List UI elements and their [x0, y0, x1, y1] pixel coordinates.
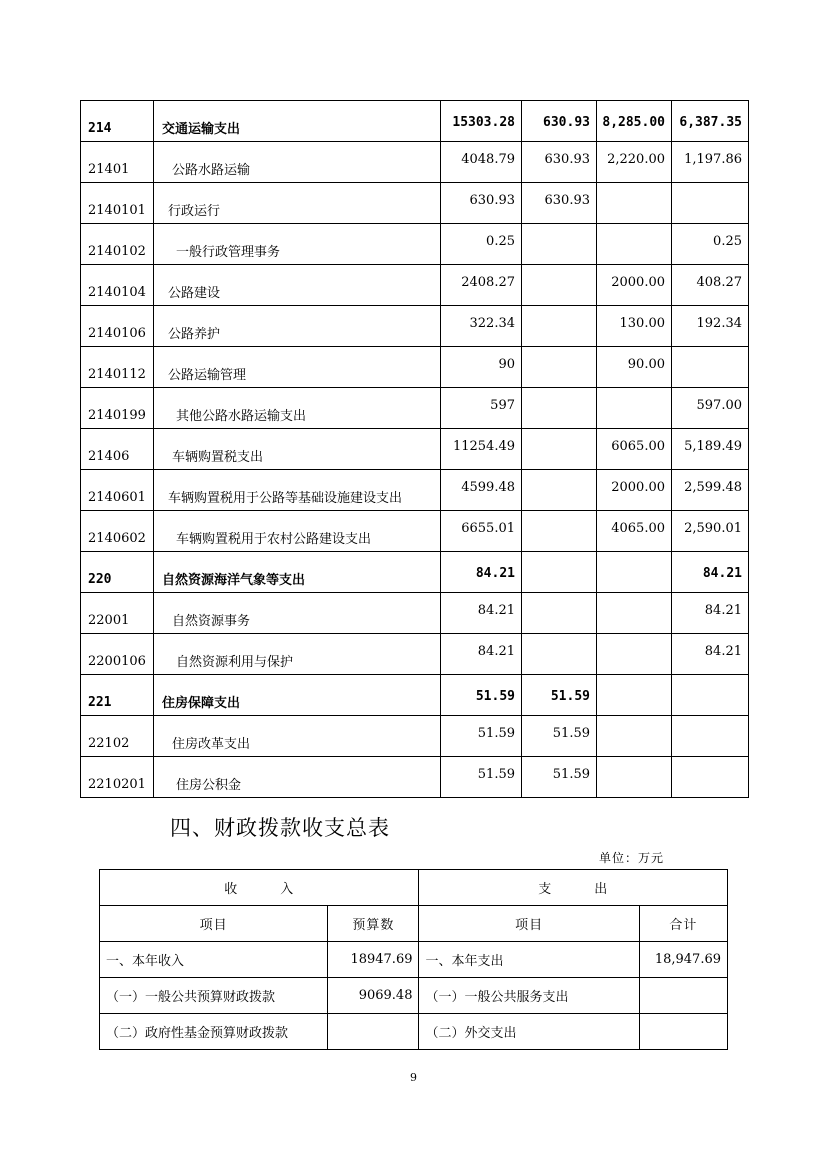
project-expense-value — [597, 634, 672, 675]
project-expense-value — [597, 593, 672, 634]
account-code: 2140104 — [81, 265, 154, 306]
project-expense-value: 2000.00 — [597, 470, 672, 511]
table-row — [81, 265, 749, 306]
account-code: 214 — [81, 101, 154, 142]
income-value: 18947.69 — [328, 942, 419, 978]
basic-expense-value — [522, 470, 597, 511]
total-value: 597 — [441, 388, 522, 429]
table-row — [81, 757, 749, 798]
income-item: （二）政府性基金预算财政拨款 — [100, 1014, 328, 1050]
column-header-item: 项目 — [100, 906, 328, 942]
basic-expense-value: 51.59 — [522, 675, 597, 716]
column-header-total: 合计 — [639, 906, 727, 942]
account-code: 2200106 — [81, 634, 154, 675]
project-expense-value — [597, 675, 672, 716]
other-expense-value: 5,189.49 — [672, 429, 749, 470]
basic-expense-value: 51.59 — [522, 716, 597, 757]
account-name: 车辆购置税支出 — [154, 429, 441, 470]
table-row — [81, 511, 749, 552]
total-value: 15303.28 — [441, 101, 522, 142]
account-code: 22102 — [81, 716, 154, 757]
other-expense-value: 597.00 — [672, 388, 749, 429]
table-row — [81, 306, 749, 347]
basic-expense-value — [522, 224, 597, 265]
total-value: 51.59 — [441, 716, 522, 757]
total-value: 84.21 — [441, 593, 522, 634]
summary-header-row — [100, 870, 728, 906]
account-name: 车辆购置税用于公路等基础设施建设支出 — [154, 470, 441, 511]
page-number: 9 — [410, 1071, 417, 1084]
account-code: 2140106 — [81, 306, 154, 347]
summary-subheader-row — [100, 906, 728, 942]
other-expense-value — [672, 716, 749, 757]
project-expense-value: 90.00 — [597, 347, 672, 388]
account-code: 21401 — [81, 142, 154, 183]
other-expense-value — [672, 347, 749, 388]
project-expense-value — [597, 224, 672, 265]
basic-expense-value: 630.93 — [522, 183, 597, 224]
account-name: 自然资源事务 — [154, 593, 441, 634]
expense-value — [639, 978, 727, 1014]
expense-header: 支 出 — [419, 870, 728, 906]
table-row — [81, 552, 749, 593]
income-value: 9069.48 — [328, 978, 419, 1014]
other-expense-value — [672, 675, 749, 716]
expense-item: （一）一般公共服务支出 — [419, 978, 639, 1014]
project-expense-value: 2,220.00 — [597, 142, 672, 183]
account-name: 行政运行 — [154, 183, 441, 224]
basic-expense-value: 630.93 — [522, 142, 597, 183]
income-value — [328, 1014, 419, 1050]
basic-expense-value — [522, 388, 597, 429]
account-code: 2140601 — [81, 470, 154, 511]
table-row — [81, 716, 749, 757]
table-row — [81, 183, 749, 224]
project-expense-value — [597, 552, 672, 593]
basic-expense-value — [522, 347, 597, 388]
account-name: 公路运输管理 — [154, 347, 441, 388]
other-expense-value: 84.21 — [672, 634, 749, 675]
account-name: 交通运输支出 — [154, 101, 441, 142]
total-value: 322.34 — [441, 306, 522, 347]
other-expense-value: 1,197.86 — [672, 142, 749, 183]
income-item: （一）一般公共预算财政拨款 — [100, 978, 328, 1014]
total-value: 4048.79 — [441, 142, 522, 183]
account-code: 2140112 — [81, 347, 154, 388]
other-expense-value: 192.34 — [672, 306, 749, 347]
income-item: 一、本年收入 — [100, 942, 328, 978]
project-expense-value — [597, 716, 672, 757]
account-code: 2140602 — [81, 511, 154, 552]
project-expense-value: 130.00 — [597, 306, 672, 347]
expense-item: 一、本年支出 — [419, 942, 639, 978]
account-name: 公路建设 — [154, 265, 441, 306]
account-code: 2140101 — [81, 183, 154, 224]
account-name: 其他公路水路运输支出 — [154, 388, 441, 429]
basic-expense-value — [522, 634, 597, 675]
table-row — [81, 347, 749, 388]
column-header-budget: 预算数 — [328, 906, 419, 942]
other-expense-value: 84.21 — [672, 552, 749, 593]
project-expense-value: 2000.00 — [597, 265, 672, 306]
account-name: 车辆购置税用于农村公路建设支出 — [154, 511, 441, 552]
table-row — [81, 142, 749, 183]
account-name: 公路水路运输 — [154, 142, 441, 183]
other-expense-value — [672, 183, 749, 224]
total-value: 84.21 — [441, 634, 522, 675]
table-row — [81, 634, 749, 675]
account-name: 住房改革支出 — [154, 716, 441, 757]
project-expense-value: 6065.00 — [597, 429, 672, 470]
table-row — [81, 388, 749, 429]
account-code: 220 — [81, 552, 154, 593]
account-name: 住房公积金 — [154, 757, 441, 798]
basic-expense-value — [522, 593, 597, 634]
basic-expense-value — [522, 306, 597, 347]
total-value: 4599.48 — [441, 470, 522, 511]
project-expense-value: 4065.00 — [597, 511, 672, 552]
account-code: 21406 — [81, 429, 154, 470]
table-row — [81, 101, 749, 142]
other-expense-value: 0.25 — [672, 224, 749, 265]
column-header-item: 项目 — [419, 906, 639, 942]
other-expense-value: 84.21 — [672, 593, 749, 634]
total-value: 630.93 — [441, 183, 522, 224]
account-code: 2210201 — [81, 757, 154, 798]
basic-expense-value — [522, 429, 597, 470]
expenditure-table-body — [81, 101, 749, 798]
table-row — [100, 978, 728, 1014]
table-row — [81, 429, 749, 470]
other-expense-value: 408.27 — [672, 265, 749, 306]
account-code: 2140199 — [81, 388, 154, 429]
account-name: 住房保障支出 — [154, 675, 441, 716]
project-expense-value — [597, 183, 672, 224]
other-expense-value: 6,387.35 — [672, 101, 749, 142]
account-name: 公路养护 — [154, 306, 441, 347]
summary-table — [99, 869, 728, 1050]
account-code: 2140102 — [81, 224, 154, 265]
table-row — [100, 1014, 728, 1050]
basic-expense-value — [522, 265, 597, 306]
account-code: 221 — [81, 675, 154, 716]
table-row — [81, 470, 749, 511]
other-expense-value — [672, 757, 749, 798]
income-header: 收 入 — [100, 870, 419, 906]
expenditure-table — [80, 100, 749, 798]
total-value: 2408.27 — [441, 265, 522, 306]
basic-expense-value — [522, 511, 597, 552]
table-row — [81, 224, 749, 265]
other-expense-value: 2,590.01 — [672, 511, 749, 552]
project-expense-value — [597, 757, 672, 798]
total-value: 6655.01 — [441, 511, 522, 552]
account-name: 一般行政管理事务 — [154, 224, 441, 265]
section-title: 四、财政拨款收支总表 — [170, 816, 390, 840]
project-expense-value — [597, 388, 672, 429]
expense-item: （二）外交支出 — [419, 1014, 639, 1050]
total-value: 0.25 — [441, 224, 522, 265]
account-code: 22001 — [81, 593, 154, 634]
other-expense-value: 2,599.48 — [672, 470, 749, 511]
account-name: 自然资源利用与保护 — [154, 634, 441, 675]
table-row — [100, 942, 728, 978]
expense-value: 18,947.69 — [639, 942, 727, 978]
total-value: 84.21 — [441, 552, 522, 593]
basic-expense-value: 51.59 — [522, 757, 597, 798]
table-row — [81, 675, 749, 716]
basic-expense-value: 630.93 — [522, 101, 597, 142]
total-value: 51.59 — [441, 675, 522, 716]
table-row — [81, 593, 749, 634]
unit-label: 单位：万元 — [599, 851, 665, 865]
total-value: 51.59 — [441, 757, 522, 798]
account-name: 自然资源海洋气象等支出 — [154, 552, 441, 593]
project-expense-value: 8,285.00 — [597, 101, 672, 142]
expense-value — [639, 1014, 727, 1050]
total-value: 90 — [441, 347, 522, 388]
total-value: 11254.49 — [441, 429, 522, 470]
basic-expense-value — [522, 552, 597, 593]
